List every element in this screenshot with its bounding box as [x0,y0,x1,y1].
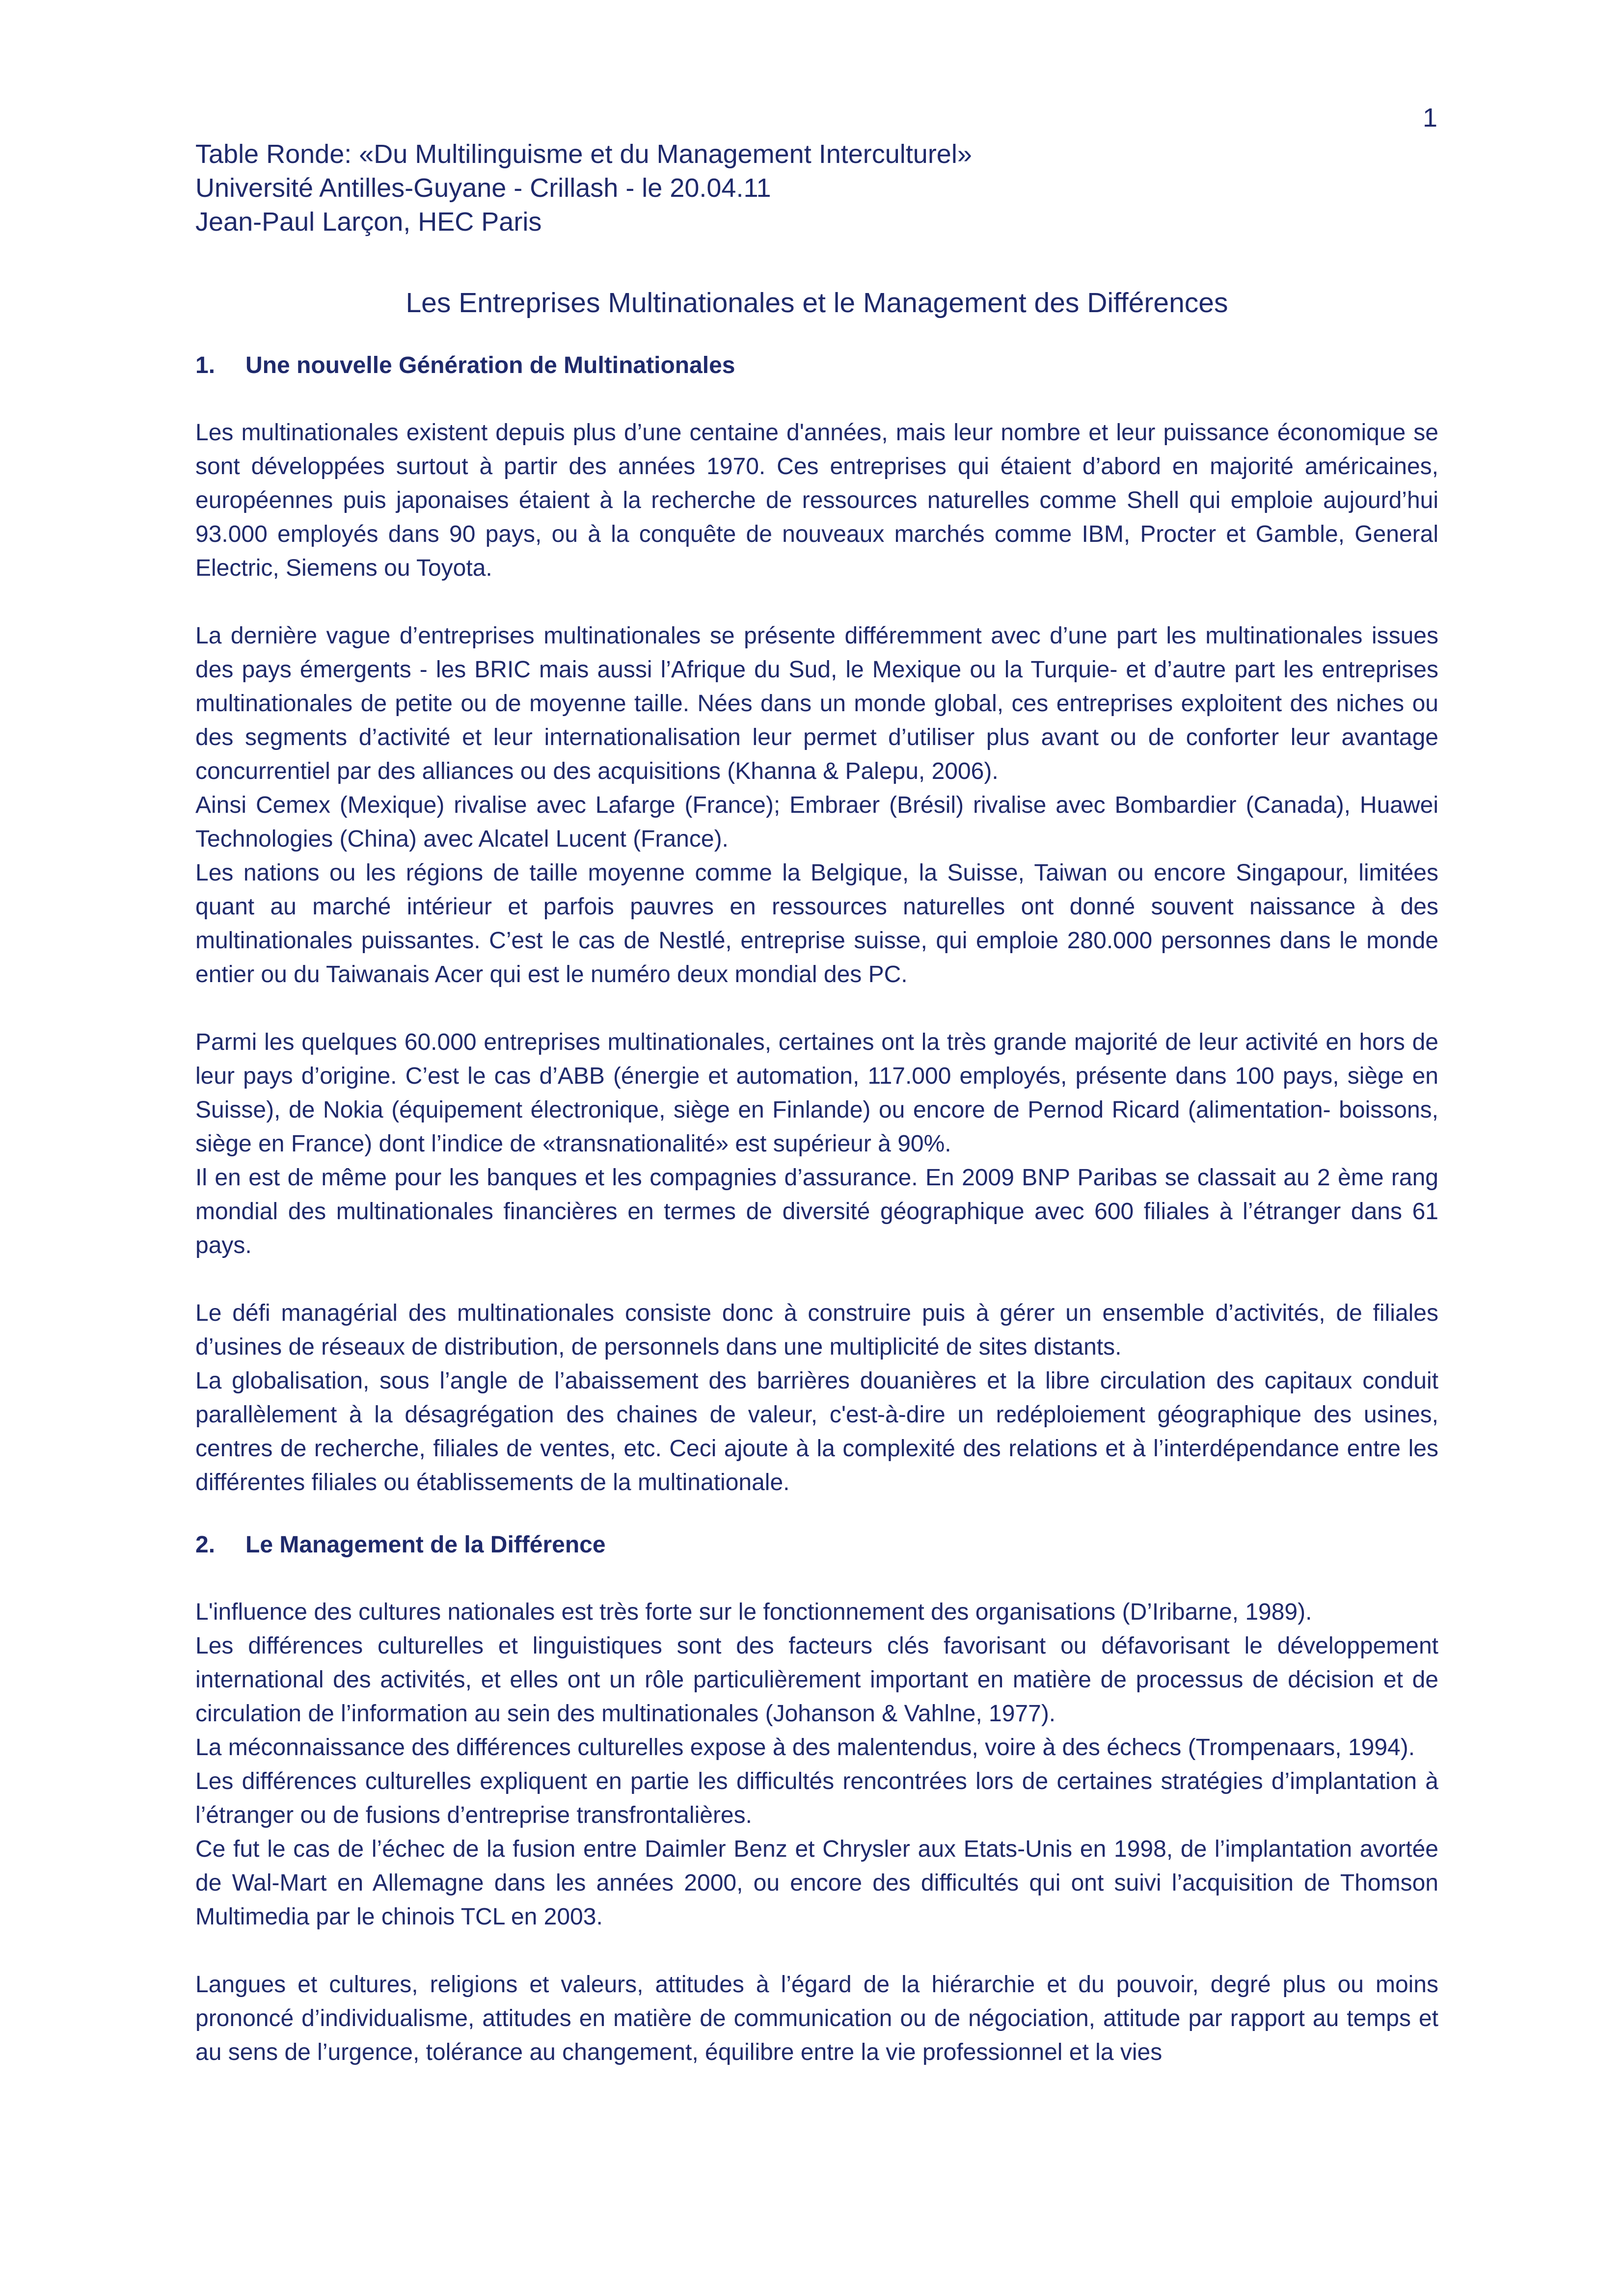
paragraph: Les différences culturelles expliquent en partie les difficultés rencontrées lors de certaines stratégies d’implantation à l’étranger ou de fusions d’entreprise transfrontalières. [195,1768,1438,1828]
document-content [195,137,1438,2069]
paragraph: Les différences culturelles et linguistiques sont des facteurs clés favorisant ou défavorisant le développement international des activités, et elles ont un rôle particulièrement important en matière de processus de décision et de circulation de l’information au sein des multinationales (Johanson & Vahlne, 1977). [195,1633,1438,1727]
document-title: Les Entreprises Multinationales et le Management des Différences [406,287,1228,319]
header-author-line: Jean-Paul Larçon, HEC Paris [195,207,542,237]
header-event-line: Table Ronde: «Du Multilinguisme et du Management Interculturel» [195,139,972,169]
paragraph: Ce fut le cas de l’échec de la fusion entre Daimler Benz et Chrysler aux Etats-Unis en 1998, de l’implantation avortée de Wal-Mart en Allemagne dans les années 2000, ou encore des difficultés qui ont suivi l’acquisition de Thomson Multimedia par le chinois TCL en 2003. [195,1836,1438,1930]
paragraph: La dernière vague d’entreprises multinationales se présente différemment avec d’une part les multinationales issues des pays émergents - les BRIC mais aussi l’Afrique du Sud, le Mexique ou la Turquie- et d’autre part les entreprises multinationales de petite ou de moyenne taille. Nées dans un monde global, ces entreprises exploitent des niches ou des segments d’activité et leur internationalisation leur permet d’utiliser plus avant ou de conforter leur avantage concurrentiel par des alliances ou des acquisitions (Khanna & Palepu, 2006). [195,623,1438,784]
page-number: 1 [1422,103,1437,133]
section-1-number: 1. [195,352,216,378]
paragraph: Les multinationales existent depuis plus d’une centaine d'années, mais leur nombre et leur puissance économique se sont développées surtout à partir des années 1970. Ces entreprises qui étaient d’abord en majorité américaines, européennes puis japonaises étaient à la recherche de ressources naturelles comme Shell qui emploie aujourd’hui 93.000 employés dans 90 pays, ou à la conquête de nouveaux marchés comme IBM, Procter et Gamble, General Electric, Siemens ou Toyota. [195,420,1438,581]
paragraph: La méconnaissance des différences culturelles expose à des malentendus, voire à des échecs (Trompenaars, 1994). [195,1735,1415,1761]
paragraph: Les nations ou les régions de taille moyenne comme la Belgique, la Suisse, Taiwan ou encore Singapour, limitées quant au marché intérieur et parfois pauvres en ressources naturelles ont donné souvent naissance à des multinationales puissantes. C’est le cas de Nestlé, entreprise suisse, qui emploie 280.000 personnes dans le monde entier ou du Taiwanais Acer qui est le numéro deux mondial des PC. [195,860,1438,988]
section-2-heading [195,1529,1438,1561]
paragraph: La globalisation, sous l’angle de l’abaissement des barrières douanières et la libre circulation des capitaux conduit parallèlement à la désagrégation des chaines de valeur, c'est-à-dire un redéploiement géographique des usines, centres de recherche, filiales de ventes, etc. Ceci ajoute à la complexité des relations et à l’interdépendance entre les différentes filiales ou établissements de la multinationale. [195,1368,1438,1495]
paragraph: Langues et cultures, religions et valeurs, attitudes à l’égard de la hiérarchie et du pouvoir, degré plus ou moins prononcé d’individualisme, attitudes en matière de communication ou de négociation, attitude par rapport au temps et au sens de l’urgence, tolérance au changement, équilibre entre la vie professionnel et la vies [195,1972,1438,2065]
section-2-number: 2. [195,1532,216,1558]
header-university-line: Université Antilles-Guyane - Crillash - le 20.04.11 [195,173,771,203]
section-1-title: Une nouvelle Génération de Multinationales [245,352,735,378]
paragraph: Il en est de même pour les banques et les compagnies d’assurance. En 2009 BNP Paribas se classait au 2 ème rang mondial des multinationales financières en termes de diversité géographique avec 600 filiales à l’étranger dans 61 pays. [195,1165,1438,1258]
section-1-heading [195,349,1438,382]
paragraph: Ainsi Cemex (Mexique) rivalise avec Lafarge (France); Embraer (Brésil) rivalise avec Bombardier (Canada), Huawei Technologies (China) avec Alcatel Lucent (France). [195,792,1438,852]
paragraph: Le défi managérial des multinationales consiste donc à construire puis à gérer un ensemble d’activités, de filiales d’usines de réseaux de distribution, de personnels dans une multiplicité de sites distants. [195,1300,1438,1360]
section-2-title: Le Management de la Différence [245,1532,606,1558]
paragraph: Parmi les quelques 60.000 entreprises multinationales, certaines ont la très grande majorité de leur activité en hors de leur pays d’origine. C’est le cas d’ABB (énergie et automation, 117.000 employés, présente dans 100 pays, siège en Suisse), de Nokia (équipement électronique, siège en Finlande) ou encore de Pernod Ricard (alimentation- boissons, siège en France) dont l’indice de «transnationalité» est supérieur à 90%. [195,1029,1438,1157]
paragraph: L'influence des cultures nationales est très forte sur le fonctionnement des organisations (D’Iribarne, 1989). [195,1599,1312,1625]
